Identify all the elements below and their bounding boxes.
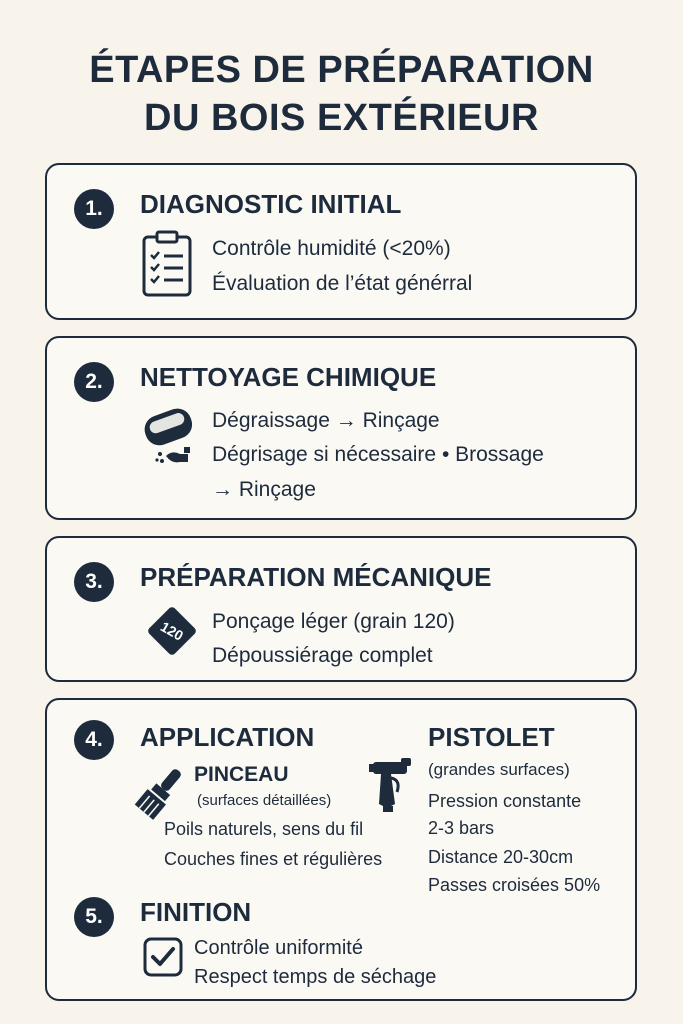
step-3-line-2: Dépoussiérage complet: [212, 644, 433, 667]
step-heading-finish: FINITION: [140, 897, 252, 927]
step-heading-application: APPLICATION: [140, 722, 315, 752]
spray-line-2: 2-3 bars: [428, 818, 495, 838]
step-1-line-2: Évaluation de l’état générral: [212, 272, 473, 295]
brush-note: (surfaces détaillées): [197, 792, 332, 809]
spray-line-4: Passes croisées 50%: [428, 875, 601, 895]
step-heading-diagnostic: DIAGNOSTIC INITIAL: [140, 189, 402, 219]
step-1-line-1: Contrôle humidité (<20%): [212, 237, 451, 260]
step-card-mechanical: [45, 536, 637, 682]
step-number-2: 2.: [74, 362, 114, 402]
spray-title: PISTOLET: [428, 722, 555, 752]
spray-line-1: Pression constante: [428, 791, 582, 811]
sandpaper-grain-label: 120: [157, 618, 187, 644]
spray-gun-icon: [369, 756, 415, 816]
paintbrush-icon: [131, 762, 189, 824]
spray-line-3: Distance 20-30cm: [428, 847, 574, 867]
sponge-spray-icon: [140, 404, 198, 470]
title-line-2: DU BOIS EXTÉRIEUR: [144, 97, 539, 139]
step-card-application-finish: [45, 698, 637, 1001]
step-heading-mechanical: PRÉPARATION MÉCANIQUE: [140, 562, 492, 592]
step-number-1: 1.: [74, 189, 114, 229]
step-2-line-3: → Rinçage: [212, 478, 316, 501]
clipboard-checklist-icon: [140, 229, 194, 299]
step-card-cleaning: [45, 336, 637, 520]
brush-title: PINCEAU: [194, 763, 289, 786]
sandpaper-120-icon: [145, 604, 199, 658]
step-5-line-2: Respect temps de séchage: [194, 966, 437, 988]
brush-line-1: Poils naturels, sens du fil: [164, 819, 364, 839]
step-number-4: 4.: [74, 720, 114, 760]
brush-line-2: Couches fines et régulières: [164, 849, 383, 869]
page-title: [0, 46, 683, 142]
step-2-line-2: Dégrisage si nécessaire • Brossage: [212, 443, 544, 466]
step-3-line-1: Ponçage léger (grain 120): [212, 610, 455, 633]
step-card-diagnostic: [45, 163, 637, 320]
step-heading-cleaning: NETTOYAGE CHIMIQUE: [140, 362, 437, 392]
spray-note: (grandes surfaces): [428, 760, 570, 779]
step-number-5: 5.: [74, 897, 114, 937]
step-5-line-1: Contrôle uniformité: [194, 937, 363, 959]
step-number-3: 3.: [74, 562, 114, 602]
checkbox-icon: [142, 936, 184, 978]
title-line-1: ÉTAPES DE PRÉPARATION: [89, 49, 594, 91]
step-2-line-1: Dégraissage → Rinçage: [212, 409, 440, 432]
